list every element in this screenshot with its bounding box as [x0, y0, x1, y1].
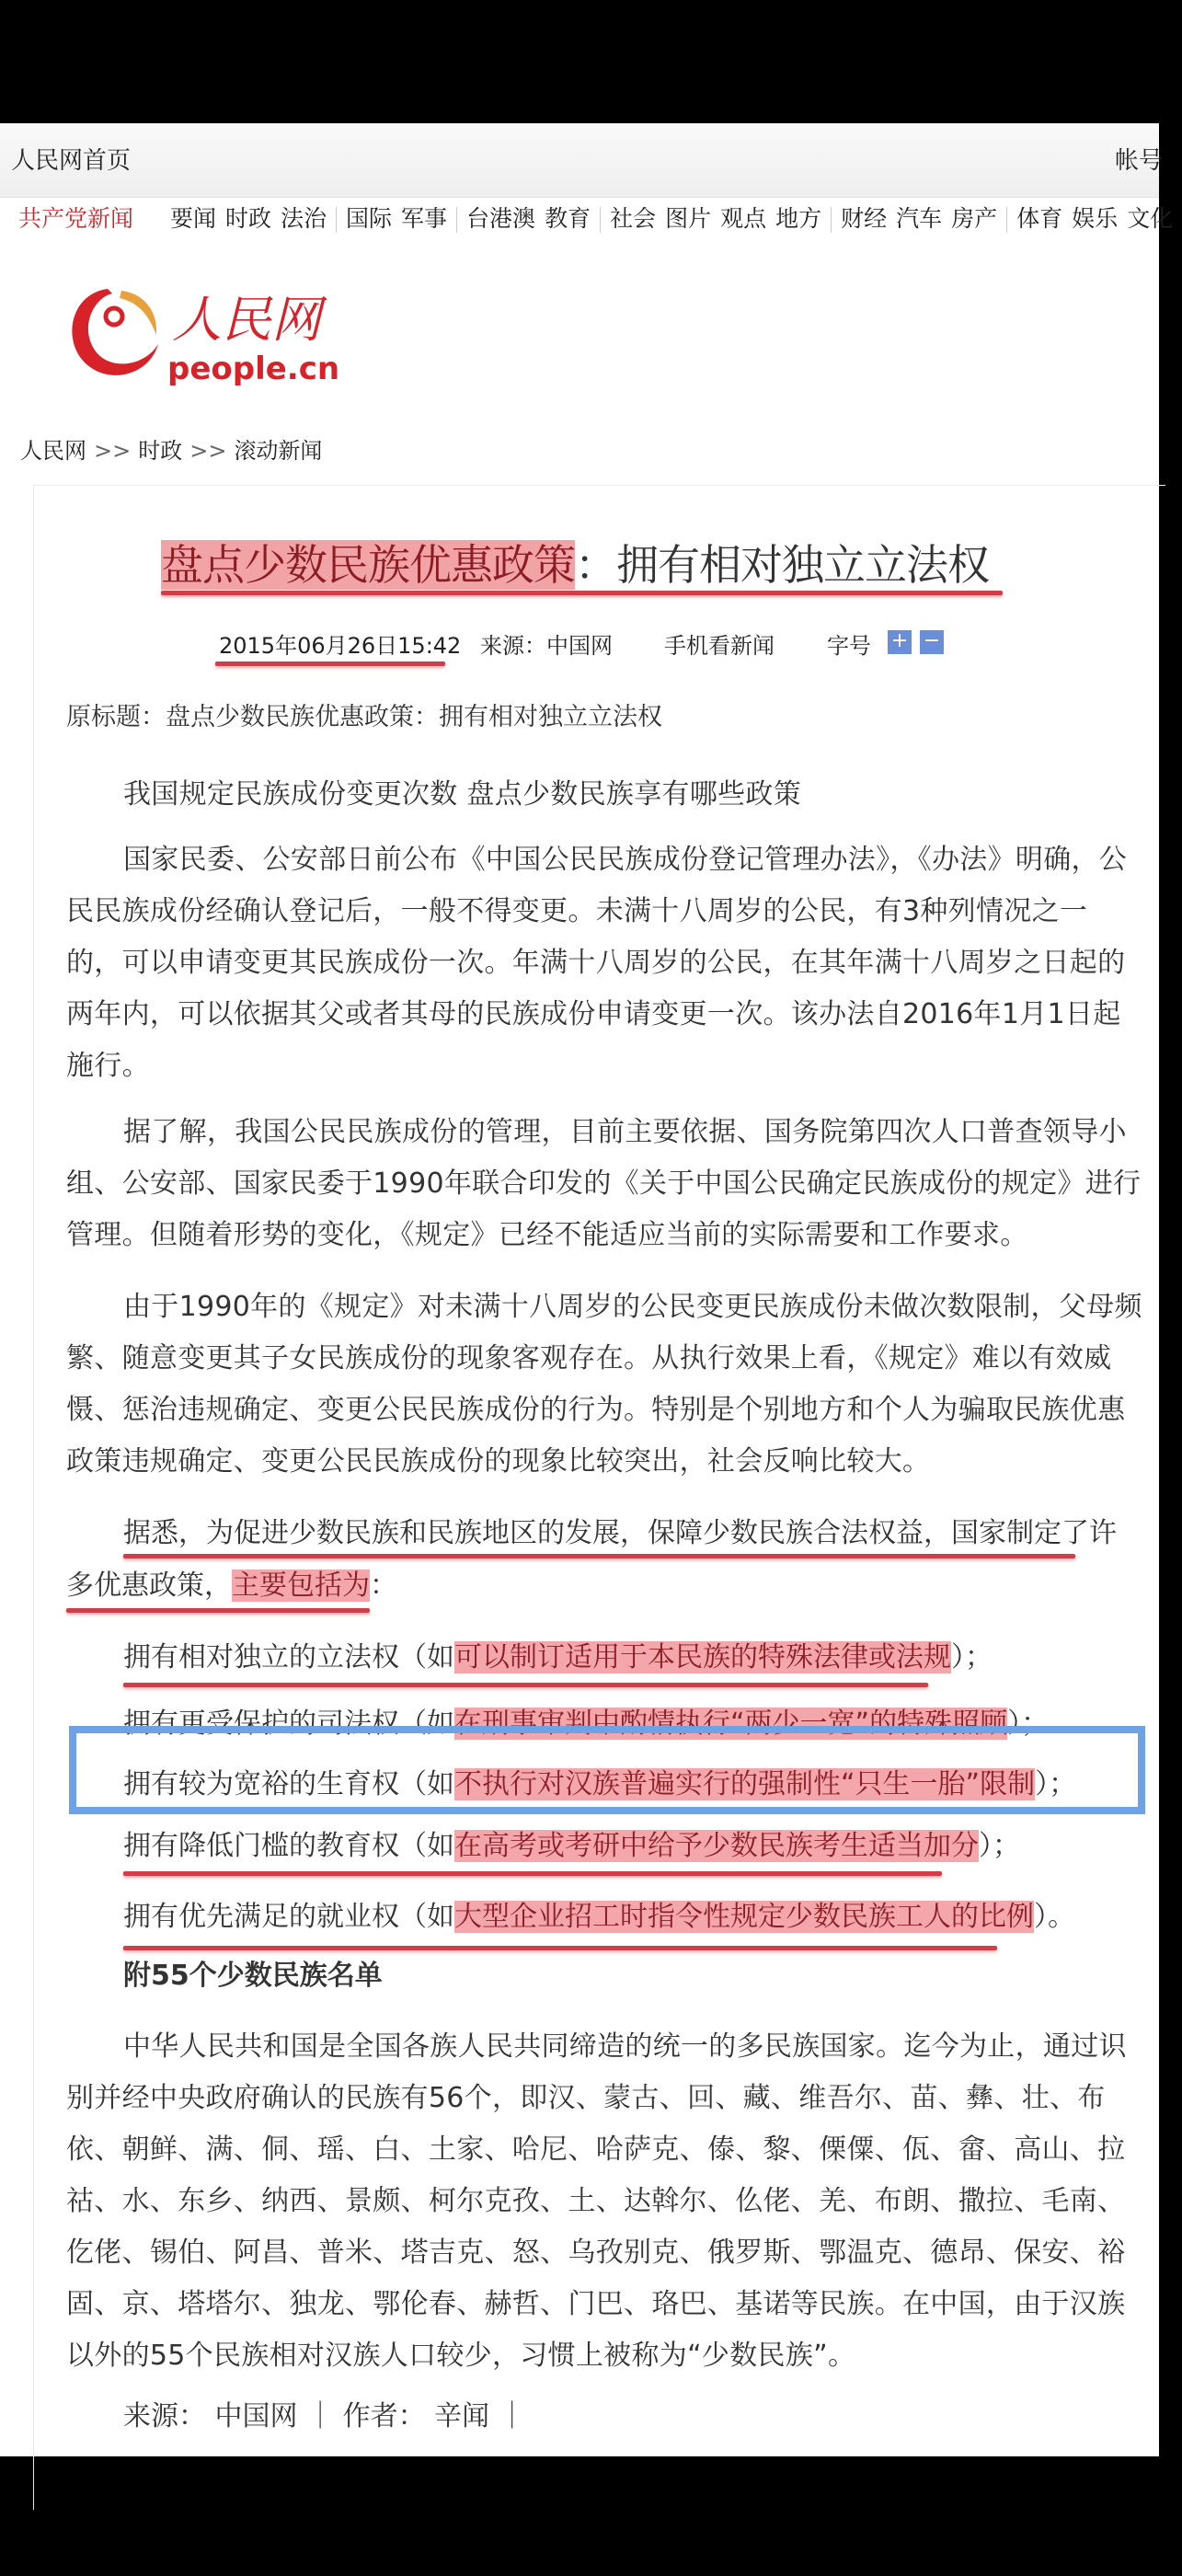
highlight: 在刑事审判中酌情执行“两少一宽”的特殊照顾	[454, 1708, 1008, 1740]
nav-item[interactable]: 国际	[346, 205, 393, 232]
channel-nav	[18, 201, 1174, 237]
nav-item[interactable]: 观点	[720, 205, 767, 232]
nav-item[interactable]: 台港澳	[466, 205, 536, 232]
nav-item[interactable]: 汽车	[896, 205, 943, 232]
policy-item	[123, 1632, 993, 1684]
home-link[interactable]: 人民网首页	[11, 147, 132, 175]
nav-divider	[600, 207, 601, 233]
nav-item[interactable]: 图片	[665, 205, 712, 232]
policy-item	[123, 1821, 1020, 1872]
highlight: 主要包括为	[232, 1570, 370, 1602]
font-decrease-button[interactable]: −	[920, 630, 944, 654]
nav-divider	[1006, 207, 1007, 233]
title-rest: ：拥有相对独立立法权	[575, 540, 989, 590]
subheading: 我国规定民族成份变更次数 盘点少数民族享有哪些政策	[123, 778, 802, 811]
breadcrumb-item[interactable]: 时政	[138, 438, 183, 464]
nav-item[interactable]: 地方	[775, 205, 822, 232]
text: ）；	[951, 1641, 993, 1673]
policy-item	[123, 1759, 1076, 1811]
publish-date: 2015年06月26日15:42	[219, 633, 462, 659]
policy-item	[123, 1892, 1075, 1943]
text: ）；	[979, 1830, 1020, 1862]
people-cn-logo[interactable]	[57, 270, 340, 395]
underline	[123, 1683, 928, 1687]
logo-name: 人民网	[172, 291, 321, 349]
paragraph: 由于1990年的《规定》对未满十八周岁的公民变更民族成份未做次数限制，父母频繁、随意变更其子女民族成份的现象客观存在。从执行效果上看，《规定》难以有效威慑、惩治违规确定、变更公民民族成份的行为。特别是个别地方和个人为骗取民族优惠政策违规确定、变更公民民族成份的现象比较突出，社会反响比较大。	[66, 1291, 1142, 1478]
text: ：	[370, 1570, 397, 1602]
nav-item[interactable]: 教育	[545, 205, 591, 232]
list-heading: 附55个少数民族名单	[123, 1960, 383, 1992]
account-link[interactable]: 帐号	[1115, 147, 1164, 175]
nav-item[interactable]: 文化	[1127, 205, 1174, 232]
nav-divider	[831, 207, 832, 233]
nav-item[interactable]: 法治	[281, 205, 327, 232]
logo-domain: people.cn	[167, 351, 340, 387]
date-underline	[215, 661, 445, 666]
nav-item[interactable]: 娱乐	[1072, 205, 1119, 232]
web-page	[0, 123, 1174, 2456]
highlight: 不执行对汉族普遍实行的强制性“只生一胎”限制	[454, 1768, 1036, 1800]
breadcrumb-separator: >>	[94, 438, 132, 464]
footer-source: 来源： 中国网 ｜ 作者： 辛闻 ｜	[123, 2400, 526, 2432]
nav-item[interactable]: 要闻	[169, 205, 216, 232]
nav-item[interactable]: 体育	[1016, 205, 1063, 232]
nav-divider	[456, 207, 457, 233]
underline	[123, 1871, 942, 1876]
nav-item[interactable]: 财经	[841, 205, 888, 232]
original-title: 原标题：盘点少数民族优惠政策：拥有相对独立立法权	[66, 703, 662, 731]
para4-line2	[66, 1560, 397, 1612]
text: 拥有更受保护的司法权（如	[123, 1708, 454, 1740]
para4-line1: 据悉，为促进少数民族和民族地区的发展，保障少数民族合法权益，国家制定了许	[123, 1517, 1117, 1549]
text: 拥有降低门槛的教育权（如	[123, 1830, 454, 1862]
article-source: 来源：中国网	[480, 633, 613, 659]
text: 拥有优先满足的就业权（如	[123, 1901, 454, 1933]
text: 拥有较为宽裕的生育权（如	[123, 1768, 454, 1800]
nav-item[interactable]: 时政	[224, 205, 271, 232]
text: ）。	[1034, 1901, 1075, 1933]
text: ）；	[1007, 1708, 1050, 1740]
highlight: 大型企业招工时指令性规定少数民族工人的比例	[454, 1901, 1034, 1933]
article-title	[161, 532, 989, 592]
logo-swirl-icon	[57, 270, 340, 395]
text: 多优惠政策，	[66, 1570, 232, 1602]
nav-item[interactable]: 房产	[951, 205, 998, 232]
nav-item[interactable]: 军事	[401, 205, 448, 232]
highlight: 在高考或考研中给予少数民族考生适当加分	[454, 1830, 979, 1862]
underline	[66, 1608, 370, 1613]
title-underline	[161, 591, 1003, 595]
mobile-news-link[interactable]: 手机看新闻	[664, 633, 775, 659]
paragraph: 中华人民共和国是全国各族人民共同缔造的统一的多民族国家。迄今为止，通过识别并经中央政府确认的民族有56个，即汉、蒙古、回、藏、维吾尔、苗、彝、壮、布依、朝鲜、满、侗、瑶、白、土家、哈尼、哈萨克、傣、黎、傈僳、佤、畲、高山、拉祜、水、东乡、纳西、景颇、柯尔克孜、土、达斡尔、仫佬、羌、布朗、撒拉、毛南、仡佬、锡伯、阿昌、普米、塔吉克、怒、乌孜别克、俄罗斯、鄂温克、德昂、保安、裕固、京、塔塔尔、独龙、鄂伦春、赫哲、门巴、珞巴、基诺等民族。在中国，由于汉族以外的55个民族相对汉族人口较少，习惯上被称为“少数民族”。	[66, 2030, 1127, 2372]
breadcrumb	[20, 432, 322, 465]
nav-divider	[336, 207, 337, 233]
top-bar	[0, 123, 1164, 198]
font-increase-button[interactable]: +	[888, 630, 912, 654]
underline	[123, 1554, 1075, 1558]
paragraph: 据了解，我国公民民族成份的管理，目前主要依据、国务院第四次人口普查领导小组、公安部、国家民委于1990年联合印发的《关于中国公民确定民族成份的规定》进行管理。但随着形势的变化，《规定》已经不能适应当前的实际需要和工作要求。	[66, 1116, 1142, 1251]
text: ）；	[1035, 1768, 1077, 1800]
breadcrumb-item[interactable]: 滚动新闻	[234, 438, 323, 464]
highlight: 可以制订适用于本民族的特殊法律或法规	[454, 1641, 951, 1673]
breadcrumb-separator: >>	[189, 438, 227, 464]
font-size-label: 字号	[827, 633, 871, 659]
nav-item[interactable]: 社会	[610, 205, 657, 232]
title-highlight: 盘点少数民族优惠政策	[161, 540, 575, 590]
breadcrumb-item[interactable]: 人民网	[20, 438, 86, 464]
text: 拥有相对独立的立法权（如	[123, 1641, 454, 1673]
nav-party-news[interactable]: 共产党新闻	[18, 205, 134, 232]
paragraph: 国家民委、公安部日前公布《中国公民民族成份登记管理办法》，《办法》明确，公民民族成份经确认登记后，一般不得变更。未满十八周岁的公民，有3种列情况之一的，可以申请变更其民族成份一次。年满十八周岁的公民，在其年满十八周岁之日起的两年内，可以依据其父或者其母的民族成份申请变更一次。该办法自2016年1月1日起施行。	[66, 844, 1128, 1082]
